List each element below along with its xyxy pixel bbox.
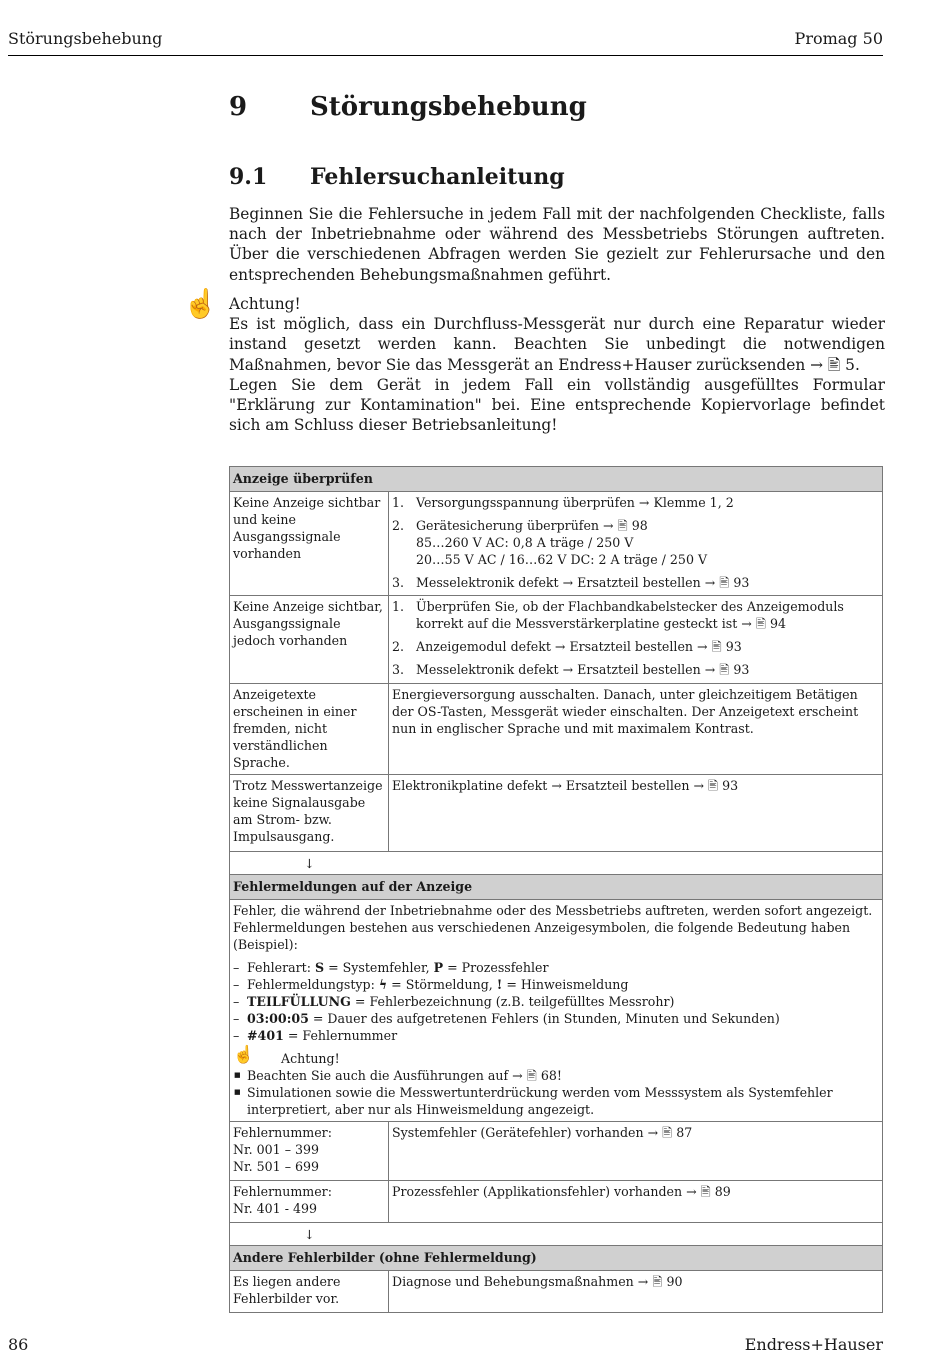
arrow-row xyxy=(230,1223,883,1246)
running-header-left: Störungsbehebung xyxy=(8,29,163,48)
solution-cell: Elektronikplatine defekt → Ersatzteil bestellen → 🖹 93 xyxy=(389,775,883,852)
item-text: = Systemfehler, xyxy=(324,960,434,975)
pointing-hand-icon: ☝ xyxy=(233,1045,255,1065)
table-row xyxy=(230,775,883,852)
problem-cell: Keine Anzeige sichtbar, Ausgangssignale jedoch vorhanden xyxy=(230,596,389,684)
down-arrow-icon: ↓ xyxy=(230,852,883,875)
solution-steps xyxy=(392,494,879,591)
item-symbol: 03:00:05 xyxy=(247,1011,309,1026)
item-text: = Dauer des aufgetretenen Fehlers (in Stunden, Minuten und Sekunden) xyxy=(308,1011,780,1026)
description-text: Fehlermeldungen bestehen aus verschiedenen Anzeigesymbolen, die folgende Bedeutung haben (Beispiel): xyxy=(233,920,851,952)
list-item xyxy=(233,976,879,993)
table-row xyxy=(230,1181,883,1223)
item-text: = Prozessfehler xyxy=(443,960,549,975)
item-symbol: TEILFÜLLUNG xyxy=(247,994,351,1009)
solution-cell xyxy=(389,492,883,596)
cell-line: Nr. 401 - 499 xyxy=(233,1201,317,1216)
cell-line: Nr. 501 – 699 xyxy=(233,1159,320,1174)
warning-bullets xyxy=(233,1067,879,1118)
item-text: Fehlerart: xyxy=(247,960,315,975)
troubleshooting-table xyxy=(229,466,883,1313)
table-row xyxy=(230,684,883,775)
solution-step xyxy=(392,494,879,511)
step-text: Anzeigemodul defekt → Ersatzteil bestellen → 🖹 93 xyxy=(416,639,742,654)
error-message-description xyxy=(230,900,883,1122)
problem-cell: Keine Anzeige sichtbar und keine Ausgangssignale vorhanden xyxy=(230,492,389,596)
footer-brand: Endress+Hauser xyxy=(744,1335,883,1354)
cell-line: Nr. 001 – 399 xyxy=(233,1142,320,1157)
solution-cell: Systemfehler (Gerätefehler) vorhanden → 🖹 87 xyxy=(389,1122,883,1181)
table-row xyxy=(230,1271,883,1313)
step-detail: 85…260 V AC: 0,8 A träge / 250 V xyxy=(416,535,634,550)
page-number: 86 xyxy=(8,1335,29,1354)
problem-cell: Anzeigetexte erscheinen in einer fremden, nicht verständlichen Sprache. xyxy=(230,684,389,775)
table-row xyxy=(230,492,883,596)
item-text: = Hinweismeldung xyxy=(502,977,629,992)
section-header-display-check: Anzeige überprüfen xyxy=(230,467,883,492)
section-title: Fehlersuchanleitung xyxy=(310,164,565,190)
table-row xyxy=(230,900,883,1122)
list-item: ■ Simulationen sowie die Messwertunterdrückung werden vom Messsystem als Systemfehler interpretiert, aber nur als Hinweismeldung angezeigt. xyxy=(233,1084,879,1118)
section-header-row xyxy=(230,467,883,492)
running-header-right: Promag 50 xyxy=(794,29,883,48)
item-text: Fehlermeldungstyp: xyxy=(247,977,379,992)
step-text: Messelektronik defekt → Ersatzteil bestellen → 🖹 93 xyxy=(416,662,750,677)
solution-cell: Prozessfehler (Applikationsfehler) vorhanden → 🖹 89 xyxy=(389,1181,883,1223)
solution-cell xyxy=(389,596,883,684)
item-symbol: P xyxy=(433,960,444,975)
step-number: 3. xyxy=(392,575,405,590)
problem-cell: Trotz Messwertanzeige keine Signalausgabe am Strom- bzw. Impulsausgang. xyxy=(230,775,389,852)
intro-paragraph xyxy=(229,204,885,285)
item-text: = Fehlernummer xyxy=(283,1028,398,1043)
section-header-row xyxy=(230,875,883,900)
solution-cell: Diagnose und Behebungsmaßnahmen → 🖹 90 xyxy=(389,1271,883,1313)
item-symbol: ! xyxy=(496,977,503,992)
section-header-other-errors: Andere Fehlerbilder (ohne Fehlermeldung) xyxy=(230,1246,883,1271)
step-number: 2. xyxy=(392,639,405,654)
solution-step xyxy=(392,661,879,678)
table-row xyxy=(230,1122,883,1181)
solution-steps xyxy=(392,598,879,678)
step-text: Gerätesicherung überprüfen → 🖹 98 xyxy=(416,518,648,533)
warning-title: Achtung! xyxy=(229,295,301,313)
solution-cell: Energieversorgung ausschalten. Danach, unter gleichzeitigem Betätigen der OS-Tasten, Messgerät wieder einschalten. Der Anzeigetext erscheint nun in englischer Sprache und mit maximalem Kontrast. xyxy=(389,684,883,775)
section-number: 9.1 xyxy=(229,164,268,190)
lightning-icon: ϟ xyxy=(378,977,388,992)
symbol-list xyxy=(233,959,879,1044)
step-text: Messelektronik defekt → Ersatzteil bestellen → 🖹 93 xyxy=(416,575,750,590)
step-text: Überprüfen Sie, ob der Flachbandkabelstecker des Anzeigemoduls korrekt auf die Messverstärkerplatine gesteckt ist → 🖹 94 xyxy=(416,599,844,631)
step-number: 1. xyxy=(392,599,405,614)
item-text: = Fehlerbezeichnung (z.B. teilgefülltes Messrohr) xyxy=(350,994,675,1009)
cell-line: Fehlernummer: xyxy=(233,1184,332,1199)
solution-step xyxy=(392,598,879,632)
pointing-hand-icon: ☝ xyxy=(183,287,218,320)
step-number: 3. xyxy=(392,662,405,677)
list-item xyxy=(233,1027,879,1044)
step-text: Versorgungsspannung überprüfen → Klemme 1, 2 xyxy=(416,495,734,510)
description-text: Fehler, die während der Inbetriebnahme oder des Messbetriebs auftreten, werden sofort angezeigt. xyxy=(233,903,873,918)
list-item: ■ Beachten Sie auch die Ausführungen auf → 🖹 68! xyxy=(233,1067,879,1084)
chapter-number: 9 xyxy=(229,92,248,122)
step-detail: 20…55 V AC / 16…62 V DC: 2 A träge / 250 V xyxy=(416,552,708,567)
item-symbol: #401 xyxy=(247,1028,284,1043)
section-header-row xyxy=(230,1246,883,1271)
list-item xyxy=(233,1010,879,1027)
step-number: 2. xyxy=(392,518,405,533)
error-number-cell xyxy=(230,1181,389,1223)
chapter-title: Störungsbehebung xyxy=(310,92,587,122)
error-number-cell xyxy=(230,1122,389,1181)
arrow-row xyxy=(230,852,883,875)
section-header-error-messages: Fehlermeldungen auf der Anzeige xyxy=(230,875,883,900)
header-rule xyxy=(8,55,883,56)
warning-block xyxy=(229,294,885,435)
cell-line: Fehlernummer: xyxy=(233,1125,332,1140)
table-row xyxy=(230,596,883,684)
solution-step xyxy=(392,638,879,655)
down-arrow-icon: ↓ xyxy=(230,1223,883,1246)
warning-title: Achtung! xyxy=(281,1051,340,1066)
problem-cell: Es liegen andere Fehlerbilder vor. xyxy=(230,1271,389,1313)
intro-text: Beginnen Sie die Fehlersuche in jedem Fall mit der nachfolgenden Checkliste, falls nach der Inbetriebnahme oder während des Messbetriebs Störungen auftreten. Über die verschiedenen Abfragen werden Sie gezielt zur Fehlerursache und den entsprechenden Behebungsmaßnahmen geführt. xyxy=(229,205,885,284)
step-number: 1. xyxy=(392,495,405,510)
solution-step xyxy=(392,517,879,568)
item-text: = Störmeldung, xyxy=(387,977,497,992)
solution-step xyxy=(392,574,879,591)
list-item xyxy=(233,959,879,976)
item-symbol: S xyxy=(314,960,325,975)
list-item xyxy=(233,993,879,1010)
warning-text-2: Legen Sie dem Gerät in jedem Fall ein vollständig ausgefülltes Formular "Erklärung zur Kontamination" bei. Eine entsprechende Kopiervorlage befindet sich am Schluss dieser Betriebsanleitung! xyxy=(229,375,885,435)
warning-text-1: Es ist möglich, dass ein Durchfluss-Messgerät nur durch eine Reparatur wieder instand gesetzt werden kann. Beachten Sie unbedingt die notwendigen Maßnahmen, bevor Sie das Messgerät an Endress+Hauser zurücksenden → 🖹 5. xyxy=(229,315,885,374)
inline-warning xyxy=(233,1045,879,1067)
